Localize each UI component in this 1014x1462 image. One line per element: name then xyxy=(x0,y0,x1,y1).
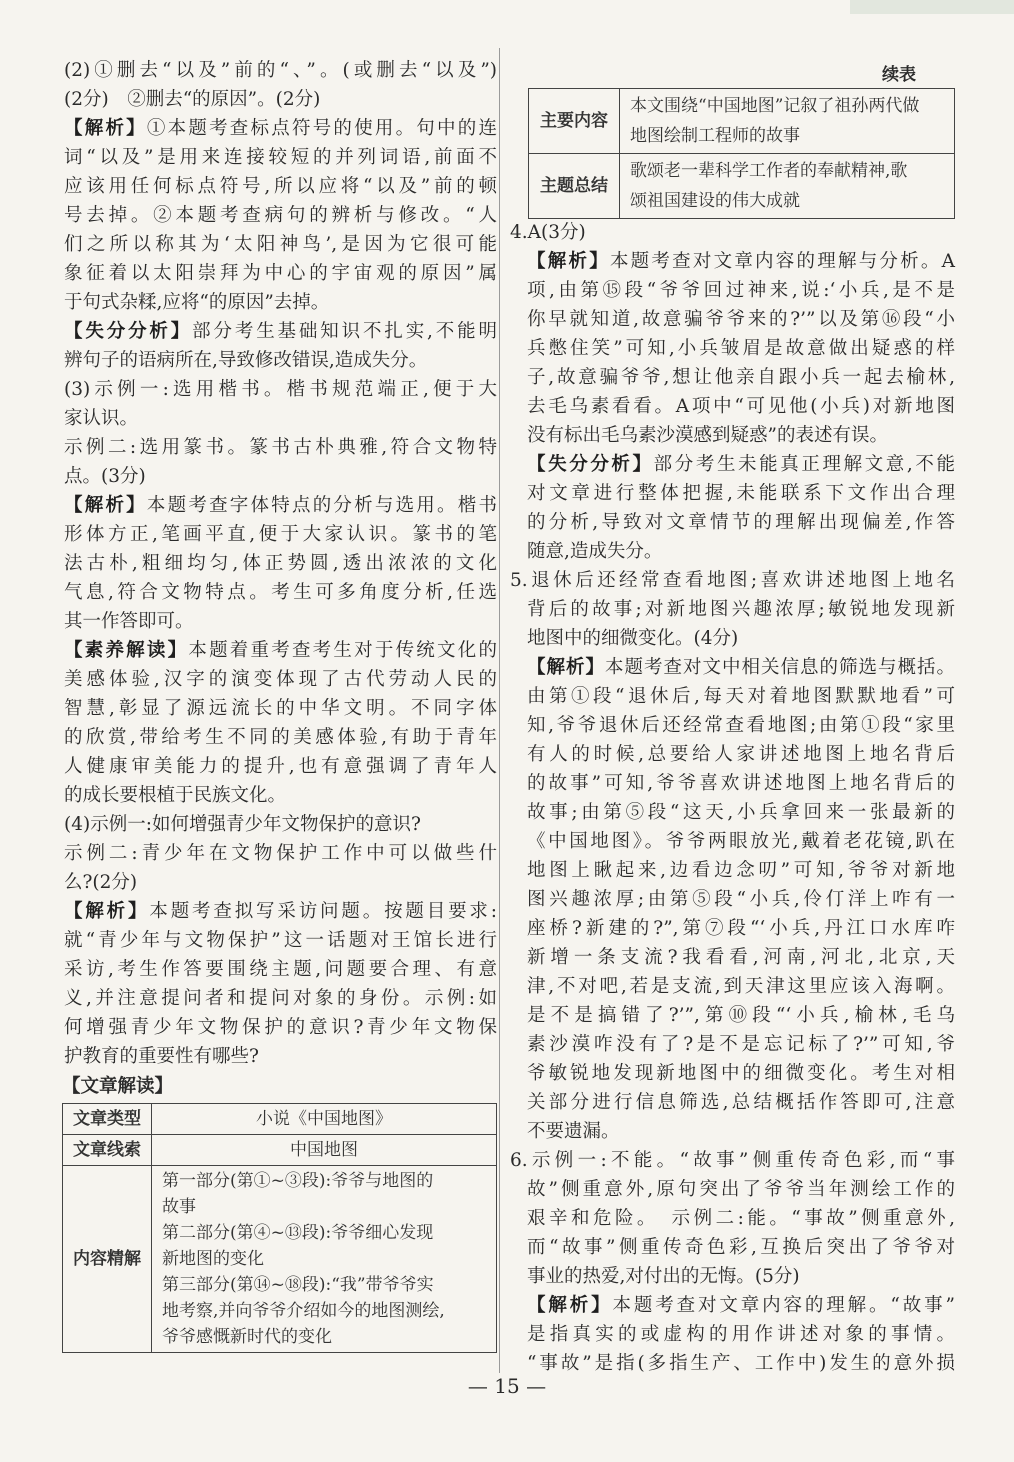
text-line xyxy=(64,85,497,114)
row-value xyxy=(620,154,955,219)
line-text: (2)①删去“以及”前的“、”。(或删去“以及”) xyxy=(64,60,497,81)
line-text: 本题着重考查考生对于传统文化的 xyxy=(188,640,497,661)
line-text: 采访,考生作答要围绕主题,问题要合理、有意 xyxy=(64,959,497,980)
line-text: 号去掉。②本题考查病句的辨析与修改。“人 xyxy=(64,205,497,226)
cell-line: 小说《中国地图》 xyxy=(256,1109,392,1129)
line-text: 部分考生基础知识不扎实,不能明 xyxy=(192,321,497,342)
line-text: (3)示例一:选用楷书。楷书规范端正,便于大 xyxy=(64,379,497,400)
text-line xyxy=(64,288,497,317)
text-line xyxy=(64,114,497,143)
row-value xyxy=(152,1104,497,1135)
answer-paragraph xyxy=(64,375,497,433)
text-line xyxy=(527,856,955,885)
line-text: 《中国地图》。爷爷两眼放光,戴着老花镜,趴在 xyxy=(527,831,955,852)
text-line xyxy=(64,578,497,607)
text-line xyxy=(527,682,955,711)
text-line xyxy=(64,491,497,520)
text-line xyxy=(64,346,497,375)
line-text: 本题考查拟写采访问题。按题目要求: xyxy=(149,901,497,922)
cell-line: 颂祖国建设的伟大成就 xyxy=(630,191,800,211)
text-line xyxy=(527,1291,955,1320)
analysis-paragraph xyxy=(64,317,497,375)
line-text: 去毛乌素看看。A项中“可见他(小兵)对新地图 xyxy=(527,396,955,417)
line-text: 座桥?新建的?”,第⑦段“‘小兵,丹江口水库咋 xyxy=(527,918,955,939)
line-text: 关部分进行信息筛选,总结概括作答即可,注意 xyxy=(527,1092,955,1113)
line-text: 的欣赏,带给考生不同的美感体验,有助于青年 xyxy=(64,727,497,748)
line-text: 本题考查对文中相关信息的筛选与概括。 xyxy=(605,657,955,678)
text-line xyxy=(64,433,497,462)
text-line xyxy=(527,1001,955,1030)
text-line xyxy=(527,769,955,798)
cell-line: 故事 xyxy=(162,1197,196,1217)
line-text: 随意,造成失分。 xyxy=(527,541,663,562)
section-tag: 【失分分析】 xyxy=(64,321,193,342)
line-text: 的成长要根植于民族文化。 xyxy=(64,785,287,806)
text-line xyxy=(64,1013,497,1042)
text-line xyxy=(64,810,497,839)
cell-line: 本文围绕“中国地图”记叙了祖孙两代做 xyxy=(630,96,920,116)
line-text: 故事;由第⑤段“这天,小兵拿回来一张最新的 xyxy=(527,802,955,823)
row-value xyxy=(152,1166,497,1353)
text-line xyxy=(64,984,497,1013)
line-text: 本题考查对文章内容的理解。“故事” xyxy=(612,1295,955,1316)
line-text: 知,爷爷退休后还经常查看地图;由第①段“家里 xyxy=(527,715,955,736)
text-line xyxy=(527,1204,955,1233)
text-line xyxy=(527,247,955,276)
text-line xyxy=(64,520,497,549)
text-line xyxy=(64,839,497,868)
line-text: 你早就知道,故意骗爷爷来的?’”以及第⑯段“小 xyxy=(527,309,955,330)
cell-line: 第一部分(第①~③段):爷爷与地图的 xyxy=(162,1171,434,1191)
line-text: 辨句子的语病所在,导致修改错误,造成失分。 xyxy=(64,350,428,371)
section-tag: 【素养解读】 xyxy=(64,640,189,661)
line-text: 6.示例一:不能。“故事”侧重传奇色彩,而“事 xyxy=(510,1150,955,1171)
text-line xyxy=(527,972,955,1001)
right-column xyxy=(510,218,955,1378)
text-line xyxy=(64,926,497,955)
line-text: 的分析,导致对文章情节的理解出现偏差,作答 xyxy=(527,512,955,533)
line-text: 象征着以太阳崇拜为中心的宇宙观的原因”属 xyxy=(64,263,497,284)
analysis-paragraph xyxy=(64,491,497,636)
text-line xyxy=(510,1146,955,1175)
text-line xyxy=(527,1320,955,1349)
analysis-paragraph xyxy=(64,897,497,1071)
cell-line: 第三部分(第⑭~⑱段):“我”带爷爷实 xyxy=(162,1275,434,1295)
cell-line: 地图绘制工程师的故事 xyxy=(630,126,800,146)
text-line xyxy=(527,334,955,363)
answer-paragraph xyxy=(510,566,955,653)
text-line xyxy=(527,479,955,508)
left-column xyxy=(64,56,497,1071)
table-row xyxy=(529,154,955,219)
line-text: 人健康审美能力的提升,也有意强调了青年人 xyxy=(64,756,497,777)
text-line xyxy=(527,740,955,769)
line-text: 地图上瞅起来,边看边念叨”可知,爷爷对新地 xyxy=(527,860,955,881)
text-line xyxy=(64,404,497,433)
line-text: 对文章进行整体把握,未能联系下文作出合理 xyxy=(527,483,955,504)
answer-paragraph xyxy=(64,810,497,839)
line-text: 护教育的重要性有哪些? xyxy=(64,1046,259,1067)
analysis-paragraph xyxy=(527,247,955,450)
cell-line: 歌颂老一辈科学工作者的奉献精神,歌 xyxy=(630,161,908,181)
text-line xyxy=(527,1233,955,1262)
section-heading-article-reading: 【文章解读】 xyxy=(62,1076,174,1097)
line-text: 有人的时候,总要给人家讲述地图上地名背后 xyxy=(527,744,955,765)
text-line xyxy=(64,317,497,346)
line-text: 美感体验,汉字的演变体现了古代劳动人民的 xyxy=(64,669,497,690)
cell-line: 新地图的变化 xyxy=(162,1249,264,1269)
text-line xyxy=(64,636,497,665)
text-line xyxy=(527,711,955,740)
analysis-paragraph xyxy=(64,114,497,317)
text-line xyxy=(527,1088,955,1117)
text-line xyxy=(64,143,497,172)
line-text: 子,故意骗爷爷,想让他亲自跟小兵一起去榆林, xyxy=(527,367,955,388)
text-line xyxy=(64,955,497,984)
line-text: 就“青少年与文物保护”这一话题对王馆长进行 xyxy=(64,930,497,951)
text-line xyxy=(527,1175,955,1204)
table-row xyxy=(63,1166,497,1353)
text-line xyxy=(64,752,497,781)
line-text: 故”侧重意外,原句突出了爷爷当年测绘工作的 xyxy=(527,1179,955,1200)
text-line xyxy=(64,462,497,491)
line-text: 由第①段“退休后,每天对着地图默默地看”可 xyxy=(527,686,955,707)
text-line xyxy=(64,230,497,259)
line-text: ①本题考查标点符号的使用。句中的连 xyxy=(146,118,497,139)
line-text: 本题考查对文章内容的理解与分析。A xyxy=(609,251,955,272)
text-line xyxy=(527,392,955,421)
section-tag: 【解析】 xyxy=(527,251,610,272)
row-value xyxy=(620,89,955,154)
line-text: 爷敏锐地发现新地图中的细微变化。考生对相 xyxy=(527,1063,955,1084)
line-text: 兵憋住笑”可知,小兵皱眉是故意做出疑惑的样 xyxy=(527,338,955,359)
text-line xyxy=(64,897,497,926)
row-label: 主题总结 xyxy=(529,154,620,219)
line-text: 是不是搞错了?’”,第⑩段“‘小兵,榆林,毛乌 xyxy=(527,1005,955,1026)
line-text: 图兴趣浓厚;由第⑤段“小兵,伶仃洋上咋有一 xyxy=(527,889,955,910)
analysis-paragraph xyxy=(527,1291,955,1378)
line-text: 而“故事”侧重传奇色彩,互换后突出了爷爷对 xyxy=(527,1237,955,1258)
text-line xyxy=(64,172,497,201)
article-reading-table-continued xyxy=(528,88,955,219)
answer-paragraph xyxy=(64,839,497,897)
text-line xyxy=(510,566,955,595)
text-line xyxy=(64,607,497,636)
section-tag: 【解析】 xyxy=(64,118,147,139)
line-text: 没有标出毛乌素沙漠感到疑惑”的表述有误。 xyxy=(527,425,888,446)
answer-paragraph xyxy=(510,1146,955,1291)
line-text: 应该用任何标点符号,所以应将“以及”前的顿 xyxy=(64,176,497,197)
section-tag: 【解析】 xyxy=(527,1295,613,1316)
line-text: 义,并注意提问者和提问对象的身份。示例:如 xyxy=(64,988,497,1009)
text-line xyxy=(527,421,955,450)
text-line xyxy=(527,653,955,682)
line-text: 不要遗漏。 xyxy=(527,1121,620,1142)
text-line xyxy=(64,723,497,752)
table-row xyxy=(529,89,955,154)
line-text: (2分) ②删去“的原因”。(2分) xyxy=(64,89,321,110)
text-line xyxy=(527,885,955,914)
table-row xyxy=(63,1104,497,1135)
text-line xyxy=(64,201,497,230)
line-text: 背后的故事;对新地图兴趣浓厚;敏锐地发现新 xyxy=(527,599,955,620)
line-text: 津,不对吧,若是支流,到天津这里应该入海啊。 xyxy=(527,976,955,997)
analysis-paragraph xyxy=(64,636,497,810)
section-tag: 【解析】 xyxy=(64,901,150,922)
section-tag: 【解析】 xyxy=(64,495,147,516)
text-line xyxy=(64,868,497,897)
line-text: 地图中的细微变化。(4分) xyxy=(527,628,739,649)
line-text: 事业的热爱,对付出的无悔。(5分) xyxy=(527,1266,800,1287)
table-row xyxy=(63,1135,497,1166)
text-line xyxy=(527,1262,955,1291)
line-text: 点。(3分) xyxy=(64,466,146,487)
section-tag: 【失分分析】 xyxy=(527,454,654,475)
text-line xyxy=(64,549,497,578)
text-line xyxy=(527,363,955,392)
article-reading-table xyxy=(62,1103,497,1353)
line-text: “事故”是指(多指生产、工作中)发生的意外损 xyxy=(527,1353,955,1374)
line-text: 智慧,彰显了源远流长的中华文明。不同字体 xyxy=(64,698,497,719)
line-text: 们之所以称其为‘太阳神鸟’,是因为它很可能 xyxy=(64,234,497,255)
cell-line: 爷爷感慨新时代的变化 xyxy=(162,1327,332,1347)
row-value xyxy=(152,1135,497,1166)
text-line xyxy=(527,276,955,305)
text-line xyxy=(527,1117,955,1146)
text-line xyxy=(527,914,955,943)
text-line xyxy=(64,56,497,85)
analysis-paragraph xyxy=(527,653,955,1146)
row-label: 文章线索 xyxy=(63,1135,152,1166)
line-text: 本题考查字体特点的分析与选用。楷书 xyxy=(146,495,497,516)
line-text: 4.A(3分) xyxy=(510,222,586,243)
text-line xyxy=(64,1042,497,1071)
text-line xyxy=(527,624,955,653)
line-text: 项,由第⑮段“爷爷回过神来,说:‘小兵,是不是 xyxy=(527,280,955,301)
text-line xyxy=(64,781,497,810)
text-line xyxy=(64,694,497,723)
line-text: 5.退休后还经常查看地图;喜欢讲述地图上地名 xyxy=(510,570,955,591)
line-text: 艰辛和危险。 示例二:能。“事故”侧重意外, xyxy=(527,1208,955,1229)
cell-line: 地考察,并向爷爷介绍如今的地图测绘, xyxy=(162,1301,445,1321)
row-label: 文章类型 xyxy=(63,1104,152,1135)
line-text: 是指真实的或虚构的用作讲述对象的事情。 xyxy=(527,1324,955,1345)
line-text: 素沙漠咋没有了?是不是忘记标了?’”可知,爷 xyxy=(527,1034,955,1055)
line-text: 其一作答即可。 xyxy=(64,611,194,632)
line-text: 词“以及”是用来连接较短的并列词语,前面不 xyxy=(64,147,497,168)
text-line xyxy=(64,375,497,404)
continued-table-label: 续表 xyxy=(882,65,916,85)
row-label: 内容精解 xyxy=(63,1166,152,1353)
line-text: 示例二:青少年在文物保护工作中可以做些什 xyxy=(64,843,497,864)
top-edge-strip xyxy=(850,0,1014,14)
row-label: 主要内容 xyxy=(529,89,620,154)
analysis-paragraph xyxy=(527,450,955,566)
text-line xyxy=(527,305,955,334)
line-text: 部分考生未能真正理解文意,不能 xyxy=(653,454,955,475)
text-line xyxy=(527,595,955,624)
line-text: 的故事”可知,爷爷喜欢讲述地图上地名背后的 xyxy=(527,773,955,794)
line-text: 新增一条支流?我看看,河南,河北,北京,天 xyxy=(527,947,955,968)
text-line xyxy=(64,665,497,694)
line-text: 示例二:选用篆书。篆书古朴典雅,符合文物特 xyxy=(64,437,497,458)
answer-paragraph xyxy=(64,433,497,491)
text-line xyxy=(527,508,955,537)
line-text: 法古朴,粗细均匀,体正势圆,透出浓浓的文化 xyxy=(64,553,497,574)
text-line xyxy=(527,1059,955,1088)
line-text: 么?(2分) xyxy=(64,872,138,893)
line-text: 家认识。 xyxy=(64,408,139,429)
text-line xyxy=(527,827,955,856)
text-line xyxy=(527,537,955,566)
line-text: 何增强青少年文物保护的意识?青少年文物保 xyxy=(64,1017,497,1038)
answer-paragraph xyxy=(64,56,497,114)
line-text: (4)示例一:如何增强青少年文物保护的意识? xyxy=(64,814,421,835)
page-number: — 15 — xyxy=(467,1374,547,1398)
section-tag: 【解析】 xyxy=(527,657,605,678)
line-text: 气息,符合文物特点。考生可多角度分析,任选 xyxy=(64,582,497,603)
line-text: 形体方正,笔画平直,便于大家认识。篆书的笔 xyxy=(64,524,497,545)
cell-line: 第二部分(第④~⑬段):爷爷细心发现 xyxy=(162,1223,434,1243)
text-line xyxy=(527,943,955,972)
text-line xyxy=(510,218,955,247)
column-divider xyxy=(499,48,500,1373)
answer-paragraph xyxy=(510,218,955,247)
line-text: 于句式杂糅,应将“的原因”去掉。 xyxy=(64,292,330,313)
text-line xyxy=(64,259,497,288)
text-line xyxy=(527,798,955,827)
text-line xyxy=(527,1030,955,1059)
cell-line: 中国地图 xyxy=(290,1140,358,1160)
text-line xyxy=(527,450,955,479)
